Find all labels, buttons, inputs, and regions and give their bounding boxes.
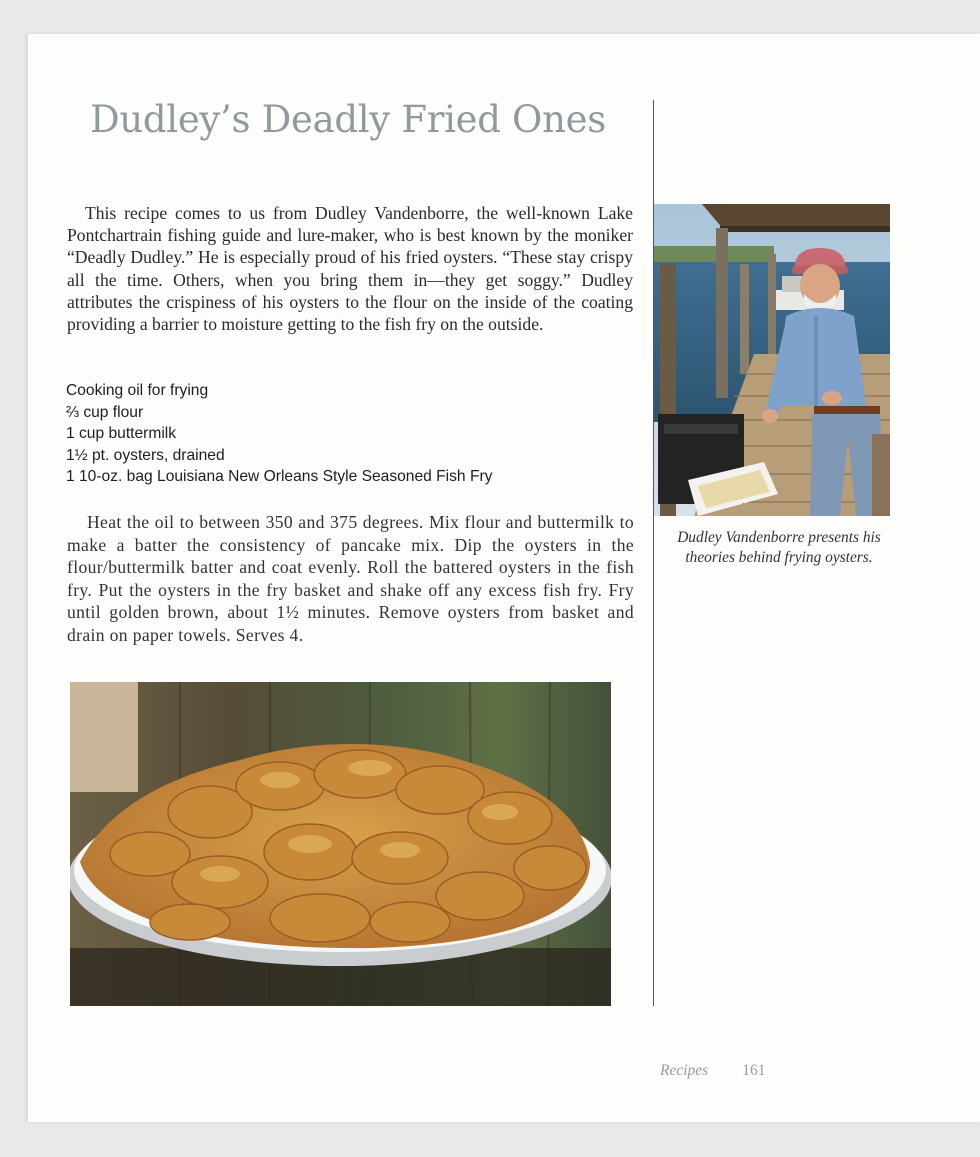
ingredient-item: ⅔ cup flour (66, 403, 144, 421)
page-footer (660, 1062, 765, 1080)
footer-section-label: Recipes (660, 1062, 709, 1079)
intro-paragraph: This recipe comes to us from Dudley Vandenborre, the well-known Lake Pontchartrain fishing guide and lure-maker, who is best known by the moniker “Deadly Dudley.” He is especially proud of his fried oysters. “These stay crispy all the time. Others, when you bring them in—they get soggy.” Dudley attributes the crispiness of his oysters to the flour on the inside of the coating providing a barrier to moisture getting to the fish fry on the outside. (67, 203, 633, 335)
ingredient-item: 1 cup buttermilk (66, 425, 177, 443)
directions-paragraph: Heat the oil to between 350 and 375 degrees. Mix flour and buttermilk to make a batter the consistency of pancake mix. Dip the oysters in the flour/buttermilk batter and coat evenly. Roll the battered oysters in the fish fry. Put the oysters in the fry basket and shake off any excess fish fry. Fry until golden brown, about 1½ minutes. Remove oysters from basket and drain on paper towels. Serves 4. (67, 512, 634, 645)
page-number: 161 (742, 1062, 766, 1079)
fried-oysters-photo (70, 682, 611, 1006)
dudley-photo (654, 204, 890, 516)
recipe-title: Dudley’s Deadly Fried Ones (90, 98, 606, 141)
ingredient-item: 1½ pt. oysters, drained (66, 446, 225, 464)
ingredient-list (66, 380, 492, 488)
photo-caption: Dudley Vandenborre presents his theories behind frying oysters. (677, 529, 881, 566)
ingredient-item: 1 10-oz. bag Louisiana New Orleans Style Seasoned Fish Fry (66, 468, 493, 486)
ingredient-item: Cooking oil for frying (66, 382, 209, 399)
